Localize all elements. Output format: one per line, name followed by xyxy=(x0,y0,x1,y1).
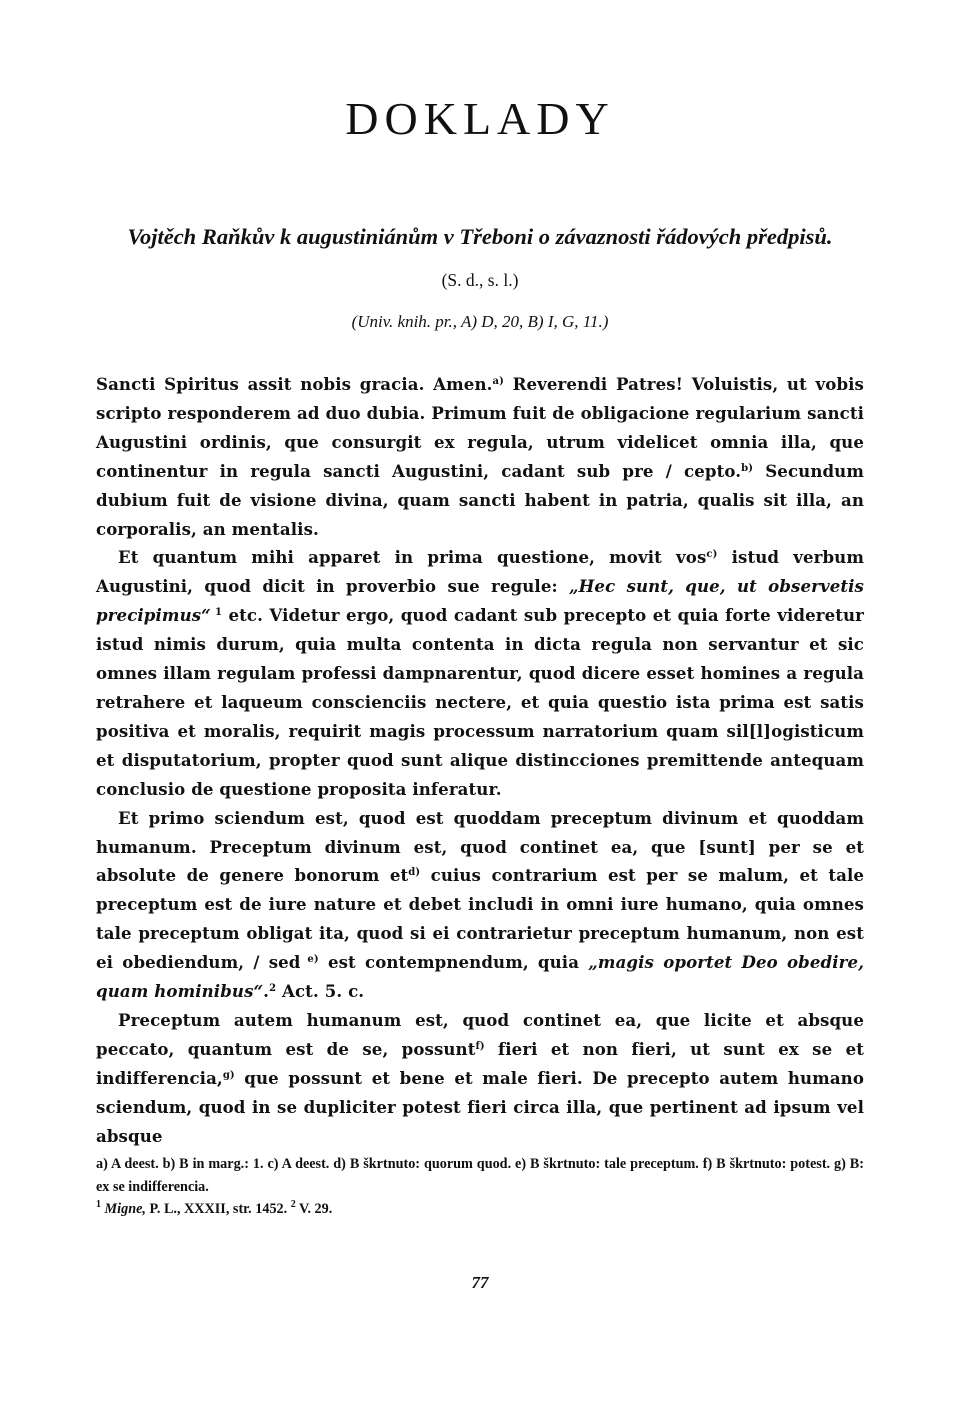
footnote-marker-d: d) xyxy=(408,867,421,879)
paragraph-4: Preceptum autem humanum est, quod continet ea, que licite et absque peccato, quantum est de se, possunt$^{f)}$ fieri et non fieri, ut sunt ex se et indifferencia,$^{g)}$ que possunt et bene et male fieri. De precepto autem humano sciendum, quod in se dupliciter potest fieri circa illa, que pertinent ad ipsum vel absque xyxy=(96,1009,864,1146)
section-heading: DOKLADY xyxy=(345,93,615,144)
footnote-marker-e: e) xyxy=(300,954,319,966)
footnote-marker-c: c) xyxy=(706,549,718,561)
paragraph-2: Et quantum mihi apparet in prima questione, movit vos$^{c)}$ istud verbum Augustini, quod dicit in proverbio sue regule: „Hec sunt, que, ut observetis precipimus“ $^1$ etc. Videtur ergo, quod cadant sub precepto et quia forte videretur istud nimis durum, quia multa contenta in dicta regula non servantur et sic omnes illam regulam professi dampnarentur, quod dicere esset homines a regula retrahere et laqueum conscienciis nectere, et quia questio ista prima est satis positiva et moralis, requirit magis processum narratorium quam sil[l]ogisticum et disputatorium, propter quod sunt alique distincciones premittende antequam conclusio de questione proposita inferatur. xyxy=(96,547,865,799)
document-title: Vojtěch Raňkův k augustiniánům v Třeboni o závaznosti řádových předpisů. xyxy=(127,224,833,249)
footnote-references: $^1$ Migne, P. L., XXXII, str. 1452. $^2$ V. 29. xyxy=(96,1199,333,1217)
footnote-variants: a) A deest. b) B in marg.: 1. c) A deest. d) B škrtnuto: quorum quod. e) B škrtnuto: tale preceptum. f) B škrtnuto: potest. g) B: ex se indifferencia. xyxy=(96,1156,864,1195)
footnote-marker-f: f) xyxy=(475,1040,485,1052)
paragraph-1: Sancti Spiritus assit nobis gracia. Amen.$^{a)}$ Reverendi Patres! Voluistis, ut vobis scripto responderem ad duo dubia. Primum fuit de obligacione regularium sancti Augustini ordinis, que consurgit ex regula, utrum videlicet omnia illa, que continentur in regula sancti Augustini, cadant sub pre / cepto.$^{b)}$ Secundum dubium fuit de visione divina, quam sancti habent in patria, qualis sit illa, an corporalis, an mentalis. xyxy=(96,374,865,539)
paragraph-3: Et primo sciendum est, quod est quoddam preceptum divinum et quoddam humanum. Preceptum divinum est, quod continet ea, que [sunt] per se et absolute de genere bonorum $et^{d)}$ cuius contrarium est per se malum, et tale preceptum est de iure nature et debet includi in omni iure humano, quia omnes tale preceptum obligat ita, quod si ei contrarietur preceptum humanum, non est ei obediendum, / sed $^{e)}$ est contempnendum, quia „magis oportet Deo obedire, quam hominibus“.$^2$ Act. 5. c. xyxy=(96,807,865,1002)
footnote-marker-a: a) xyxy=(492,376,504,387)
footnotes xyxy=(96,1153,864,1221)
footnote-marker-g: g) xyxy=(222,1069,235,1081)
place-date-note: (S. d., s. l.) xyxy=(441,270,519,290)
page-number: 77 xyxy=(471,1273,489,1292)
footnote-marker-1: 1 xyxy=(210,607,223,619)
document-page xyxy=(96,0,864,1410)
footnote-marker-b: b) xyxy=(741,462,754,474)
source-reference: (Univ. knih. pr., A) D, 20, B) I, G, 11.) xyxy=(351,312,609,331)
quotation: „magis oportet Deo obedire, quam hominibus“ xyxy=(96,952,865,1002)
quotation: „Hec sunt, que, ut observetis precipimus“ xyxy=(96,576,864,626)
footnote-marker-2: 2 xyxy=(269,983,277,995)
document-body xyxy=(96,370,864,1150)
